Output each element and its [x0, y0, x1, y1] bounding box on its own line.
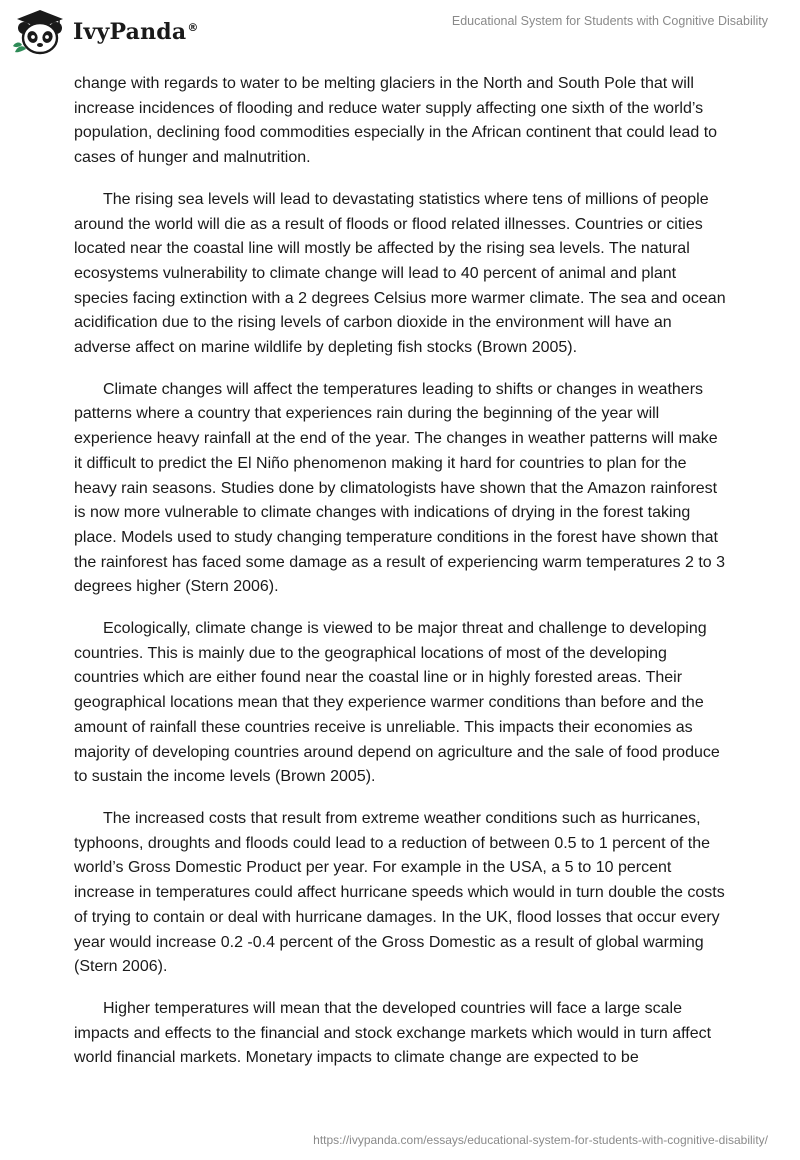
registered-mark: ® — [187, 20, 199, 34]
ivypanda-logo[interactable] — [13, 8, 199, 56]
paragraph: The increased costs that result from extreme weather conditions such as hurricanes, typhoons, droughts and floods could lead to a reduction of between 0.5 to 1 percent of the world’s Gross Domestic Product per year. For example in the USA, a 5 to 10 percent increase in temperatures could affect hurricane speeds which would in turn double the costs of trying to contain or deal with hurricane damages. In the UK, flood losses that occur every year would increase 0.2 -0.4 percent of the Gross Domestic as a result of global warming (Stern 2006). — [74, 809, 725, 976]
brand-name: IvyPanda® — [73, 19, 199, 45]
document-title: Educational System for Students with Cognitive Disability — [451, 14, 768, 28]
essay-body — [74, 72, 729, 1088]
paragraph: Ecologically, climate change is viewed to be major threat and challenge to developing countries. This is mainly due to the geographical locations of most of the developing countries which are either found near the coastal line or in highly forested areas. Their geographical locations mean that they experience warmer conditions than before and the amount of rainfall these countries receive is unreliable. This impacts their economies as majority of developing countries around depend on agriculture and the sale of food produce to sustain the income levels (Brown 2005). — [74, 620, 720, 786]
paragraph: Climate changes will affect the temperatures leading to shifts or changes in weathers patterns where a country that experiences rain during the beginning of the year will experience heavy rainfall at the end of the year. The changes in weather patterns will make it difficult to predict the El Niño phenomenon making it hard for countries to plan for the heavy rain seasons. Studies done by climatologists have shown that the Amazon rainforest is now more vulnerable to climate changes with indications of drying in the forest taking place. Models used to study changing temperature conditions in the forest have shown that the rainforest has faced some damage as a result of experiencing warm temperatures 2 to 3 degrees higher (Stern 2006). — [74, 380, 726, 596]
panda-graduation-cap-icon — [13, 8, 67, 56]
page-header — [0, 0, 800, 70]
paragraph: The rising sea levels will lead to devastating statistics where tens of millions of people around the world will die as a result of floods or flood related illnesses. Countries or cities located near the coastal line will mostly be affected by the rising sea levels. The natural ecosystems vulnerability to climate change will lead to 40 percent of animal and plant species facing extinction with a 2 degrees Celsius more warmer climate. The sea and ocean acidification due to the rising levels of carbon dioxide in the environment will have an adverse affect on marine wildlife by depleting fish stocks (Brown 2005). — [74, 190, 726, 357]
source-url[interactable]: https://ivypanda.com/essays/educational-system-for-students-with-cognitive-disability/ — [313, 1133, 768, 1147]
paragraph: Higher temperatures will mean that the developed countries will face a large scale impacts and effects to the financial and stock exchange markets which would in turn affect world financial markets. Monetary impacts to climate change are expected to be — [74, 999, 712, 1067]
paragraph: change with regards to water to be melting glaciers in the North and South Pole that will increase incidences of flooding and reduce water supply affecting one sixth of the world’s population, declining food commodities especially in the African continent that could lead to cases of hunger and malnutrition. — [74, 75, 718, 167]
